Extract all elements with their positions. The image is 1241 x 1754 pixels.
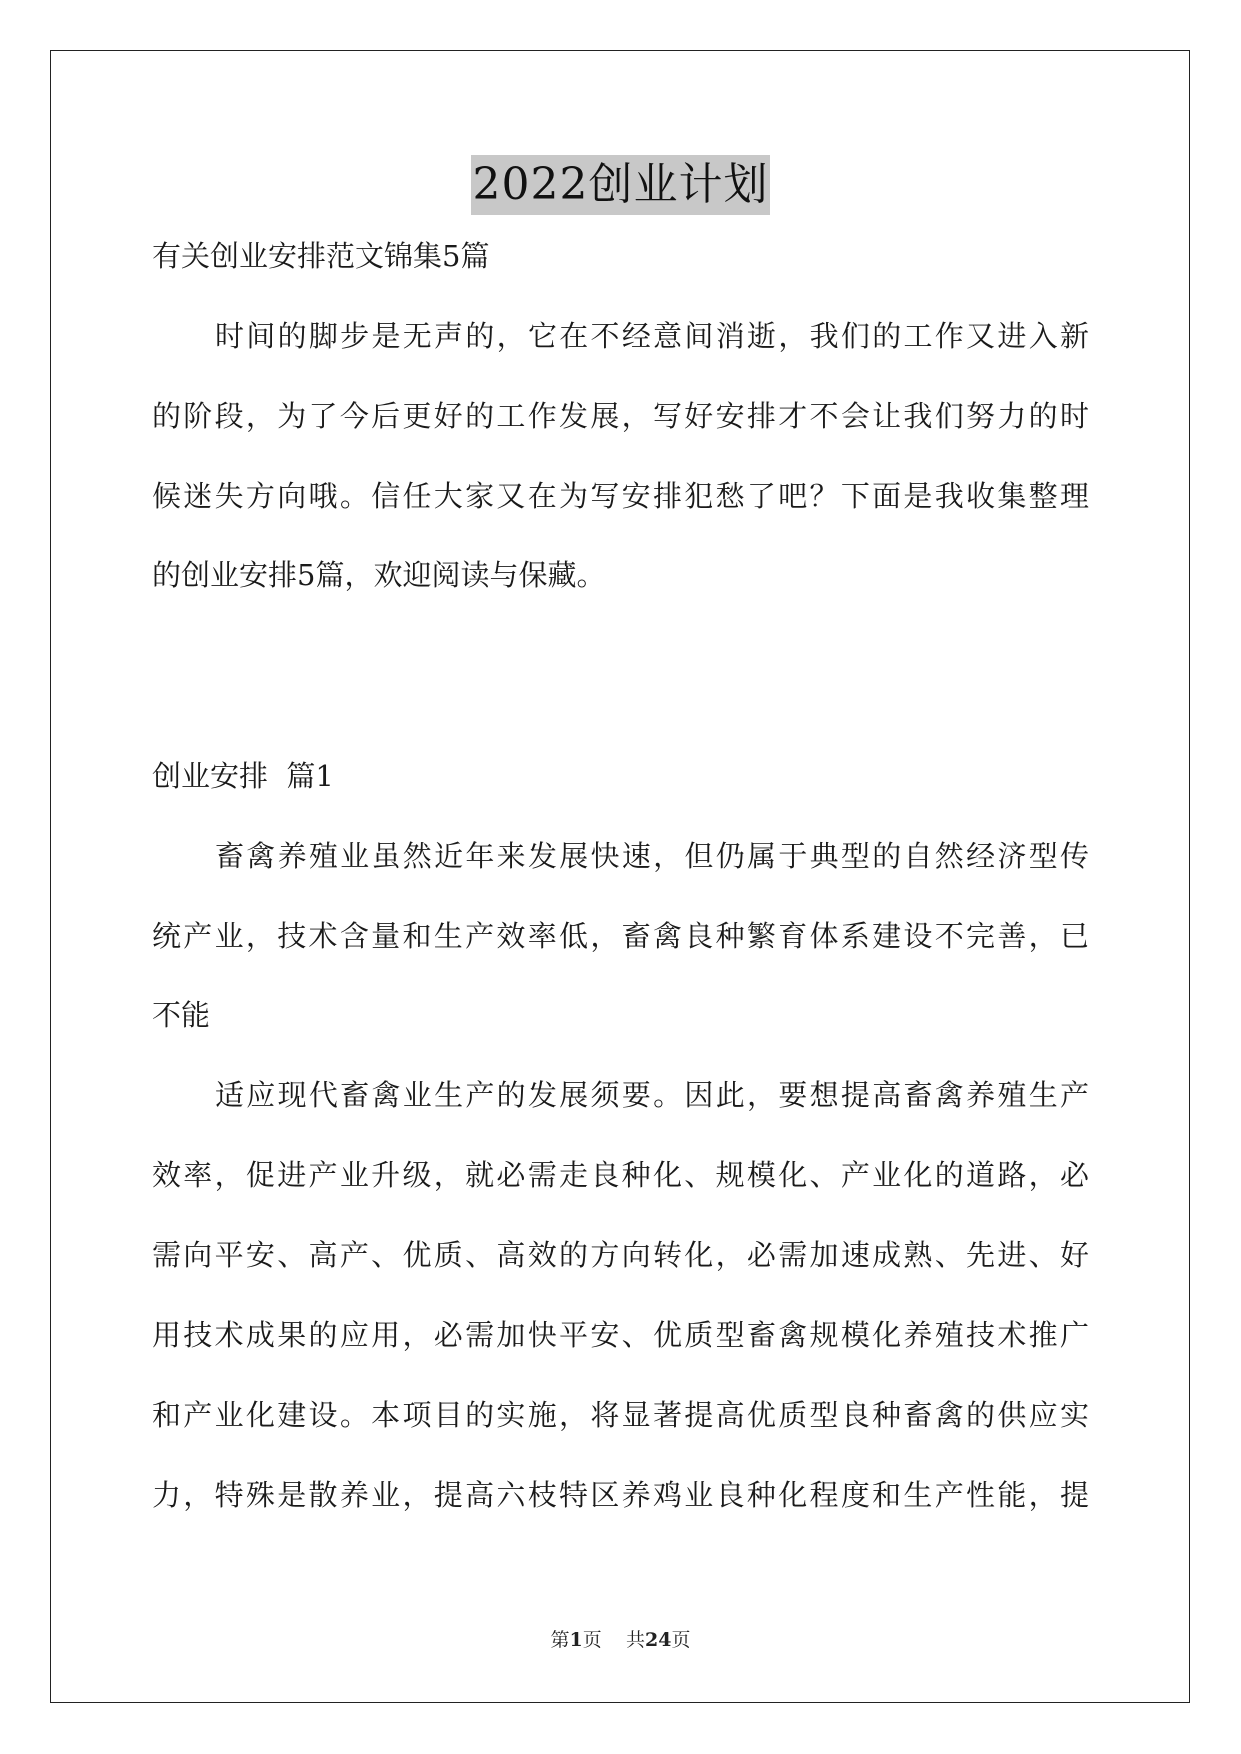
- footer-prefix: 第: [550, 1629, 570, 1651]
- footer-page-suffix: 页: [582, 1629, 602, 1651]
- intro-line: 的阶段，为了今后更好的工作发展，写好安排才不会让我们努力的时: [152, 399, 1089, 433]
- intro-line: 候迷失方向哦。信任大家又在为写安排犯愁了吧？下面是我收集整理: [152, 479, 1089, 513]
- footer-page-number: 1: [569, 1629, 583, 1651]
- para1-line: 畜禽养殖业虽然近年来发展快速，但仍属于典型的自然经济型传: [215, 839, 1089, 873]
- para1-line: 不能: [152, 998, 211, 1032]
- para1-line: 统产业，技术含量和生产效率低，畜禽良种繁育体系建设不完善，已: [152, 919, 1089, 953]
- para2-line: 和产业化建设。本项目的实施，将显著提高优质型良种畜禽的供应实: [152, 1398, 1089, 1432]
- page-footer: [0, 1628, 1241, 1652]
- footer-total-prefix: 共: [625, 1629, 645, 1651]
- document-title: 2022创业计划: [471, 155, 771, 215]
- page-border: [50, 50, 1190, 1703]
- footer-total-pages: 24: [644, 1629, 672, 1651]
- section-heading: 创业安排 篇1: [152, 759, 334, 793]
- title-container: [0, 155, 1241, 215]
- footer-total-suffix: 页: [671, 1629, 691, 1651]
- intro-line: 时间的脚步是无声的，它在不经意间消逝，我们的工作又进入新: [215, 319, 1089, 353]
- para2-line: 效率，促进产业升级，就必需走良种化、规模化、产业化的道路，必: [152, 1158, 1089, 1192]
- intro-line: 的创业安排5篇，欢迎阅读与保藏。: [152, 558, 606, 592]
- para2-line: 力，特殊是散养业，提高六枝特区养鸡业良种化程度和生产性能，提: [152, 1478, 1089, 1512]
- para2-line: 用技术成果的应用，必需加快平安、优质型畜禽规模化养殖技术推广: [152, 1318, 1089, 1352]
- para2-line: 需向平安、高产、优质、高效的方向转化，必需加速成熟、先进、好: [152, 1238, 1089, 1272]
- document-subtitle: 有关创业安排范文锦集5篇: [152, 239, 490, 273]
- para2-line: 适应现代畜禽业生产的发展须要。因此，要想提高畜禽养殖生产: [215, 1078, 1089, 1112]
